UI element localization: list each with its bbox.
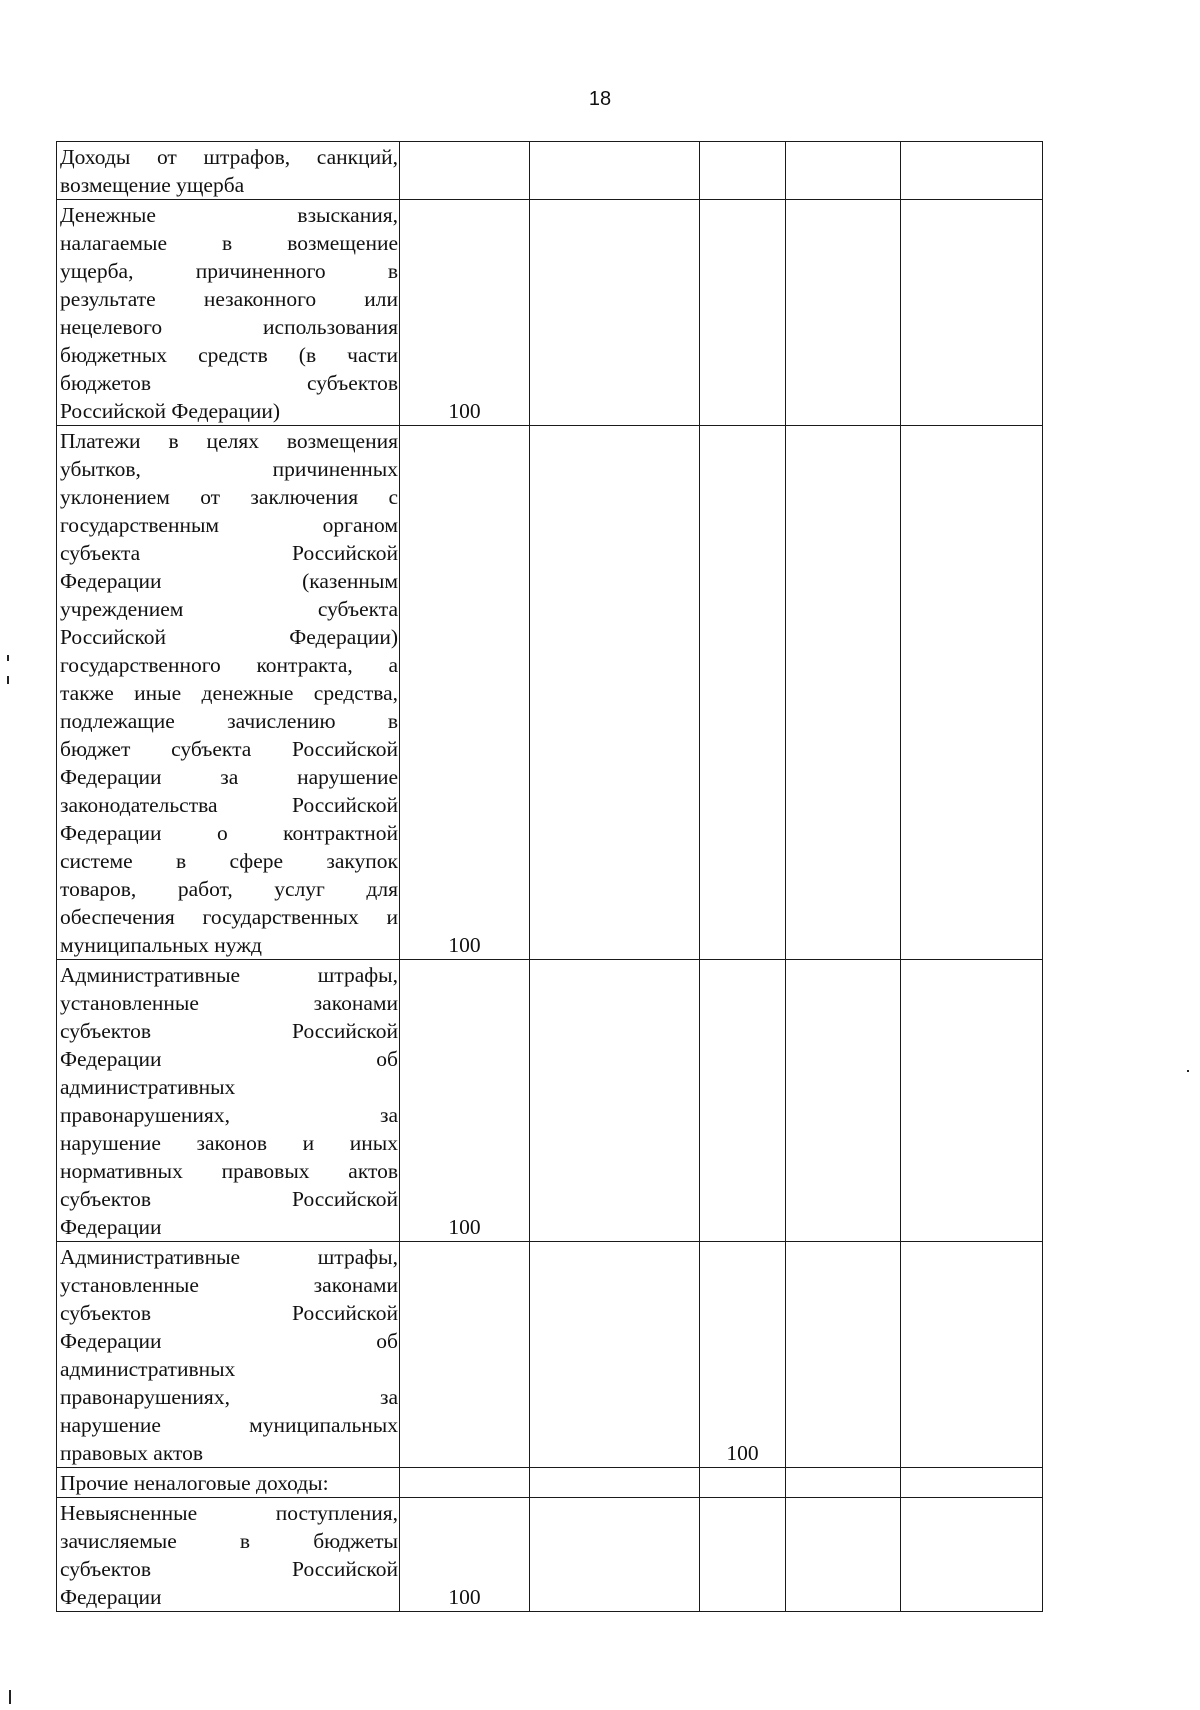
revenue-description-cell — [57, 426, 400, 960]
percentage-cell — [400, 1468, 530, 1498]
percentage-cell — [530, 960, 700, 1242]
description-line: Невыясненные поступления, — [60, 1501, 398, 1525]
scan-speck — [7, 655, 9, 661]
description-line: Доходы от штрафов, санкций, — [60, 145, 398, 169]
percentage-cell — [786, 1498, 901, 1612]
scan-speck — [7, 676, 9, 684]
description-line: результате незаконного или — [60, 287, 398, 311]
percentage-cell: 100 — [400, 960, 530, 1242]
percentage-cell — [700, 142, 786, 200]
percentage-cell — [901, 1468, 1043, 1498]
revenue-description-cell — [57, 1242, 400, 1468]
percentage-cell — [901, 142, 1043, 200]
description-line: муниципальных нужд — [60, 933, 262, 957]
percentage-cell — [400, 142, 530, 200]
description-line: налагаемые в возмещение — [60, 231, 398, 255]
description-line: Административные штрафы, — [60, 1245, 398, 1269]
description-line: государственным органом — [60, 513, 398, 537]
description-line: Федерации о контрактной — [60, 821, 398, 845]
description-line: субъектов Российской — [60, 1187, 398, 1211]
percentage-cell — [901, 1242, 1043, 1468]
percentage-cell — [700, 1468, 786, 1498]
table-row — [57, 142, 1043, 200]
description-line: убытков, причиненных — [60, 457, 398, 481]
scan-speck — [9, 1690, 11, 1704]
description-line: Федерации — [60, 1585, 162, 1609]
description-line: бюджетов субъектов — [60, 371, 398, 395]
description-line: Федерации — [60, 1215, 162, 1239]
description-line: Прочие неналоговые доходы: — [60, 1471, 329, 1495]
percentage-cell — [700, 1498, 786, 1612]
percentage-cell — [901, 426, 1043, 960]
table-row — [57, 426, 1043, 960]
description-line: Федерации об — [60, 1329, 398, 1353]
description-line: уклонением от заключения с — [60, 485, 398, 509]
description-line: государственного контракта, а — [60, 653, 398, 677]
percentage-cell — [700, 426, 786, 960]
percentage-cell — [530, 1498, 700, 1612]
scan-speck — [1187, 1070, 1189, 1072]
description-line: Российской Федерации) — [60, 625, 398, 649]
description-line: правонарушениях, за — [60, 1385, 398, 1409]
page-number: 18 — [588, 88, 612, 110]
percentage-cell — [901, 960, 1043, 1242]
description-line: системе в сфере закупок — [60, 849, 398, 873]
description-line: Федерации за нарушение — [60, 765, 398, 789]
revenue-description-cell — [57, 1498, 400, 1612]
percentage-cell — [530, 1468, 700, 1498]
description-line: нарушение законов и иных — [60, 1131, 398, 1155]
table-row — [57, 1242, 1043, 1468]
description-line: учреждением субъекта — [60, 597, 398, 621]
revenue-description-cell — [57, 200, 400, 426]
description-line: бюджет субъекта Российской — [60, 737, 398, 761]
percentage-cell: 100 — [700, 1242, 786, 1468]
table-row — [57, 960, 1043, 1242]
percentage-cell — [901, 1498, 1043, 1612]
description-line: также иные денежные средства, — [60, 681, 398, 705]
percentage-cell — [786, 426, 901, 960]
description-line: Денежные взыскания, — [60, 203, 398, 227]
percentage-cell — [901, 200, 1043, 426]
description-line: Административные штрафы, — [60, 963, 398, 987]
description-line: правонарушениях, за — [60, 1103, 398, 1127]
percentage-cell: 100 — [400, 426, 530, 960]
revenue-description-cell — [57, 142, 400, 200]
table-row — [57, 200, 1043, 426]
percentage-cell — [786, 1468, 901, 1498]
description-line: обеспечения государственных и — [60, 905, 398, 929]
percentage-cell — [786, 142, 901, 200]
percentage-cell — [786, 960, 901, 1242]
description-line: товаров, работ, услуг для — [60, 877, 398, 901]
description-line: бюджетных средств (в части — [60, 343, 398, 367]
description-line: Платежи в целях возмещения — [60, 429, 398, 453]
description-line: нарушение муниципальных — [60, 1413, 398, 1437]
description-line: субъектов Российской — [60, 1557, 398, 1581]
percentage-cell — [530, 200, 700, 426]
description-line: субъекта Российской — [60, 541, 398, 565]
description-line: нормативных правовых актов — [60, 1159, 398, 1183]
revenue-description-cell — [57, 1468, 400, 1498]
description-line: нецелевого использования — [60, 315, 398, 339]
description-line: возмещение ущерба — [60, 173, 245, 197]
percentage-cell — [786, 1242, 901, 1468]
description-line: субъектов Российской — [60, 1019, 398, 1043]
percentage-cell: 100 — [400, 1498, 530, 1612]
percentage-cell — [400, 1242, 530, 1468]
description-line: установленные законами — [60, 1273, 398, 1297]
revenue-description-cell — [57, 960, 400, 1242]
table-row — [57, 1468, 1043, 1498]
percentage-cell — [530, 426, 700, 960]
description-line: административных — [60, 1075, 236, 1099]
percentage-cell — [530, 142, 700, 200]
percentage-cell — [700, 960, 786, 1242]
percentage-cell: 100 — [400, 200, 530, 426]
description-line: административных — [60, 1357, 236, 1381]
description-line: ущерба, причиненного в — [60, 259, 398, 283]
description-line: Федерации об — [60, 1047, 398, 1071]
description-line: подлежащие зачислению в — [60, 709, 398, 733]
percentage-cell — [700, 200, 786, 426]
description-line: зачисляемые в бюджеты — [60, 1529, 398, 1553]
description-line: законодательства Российской — [60, 793, 398, 817]
description-line: установленные законами — [60, 991, 398, 1015]
description-line: субъектов Российской — [60, 1301, 398, 1325]
revenue-distribution-table — [56, 141, 1043, 1612]
description-line: Российской Федерации) — [60, 399, 281, 423]
description-line: Федерации (казенным — [60, 569, 398, 593]
percentage-cell — [786, 200, 901, 426]
description-line: правовых актов — [60, 1441, 203, 1465]
percentage-cell — [530, 1242, 700, 1468]
table-row — [57, 1498, 1043, 1612]
